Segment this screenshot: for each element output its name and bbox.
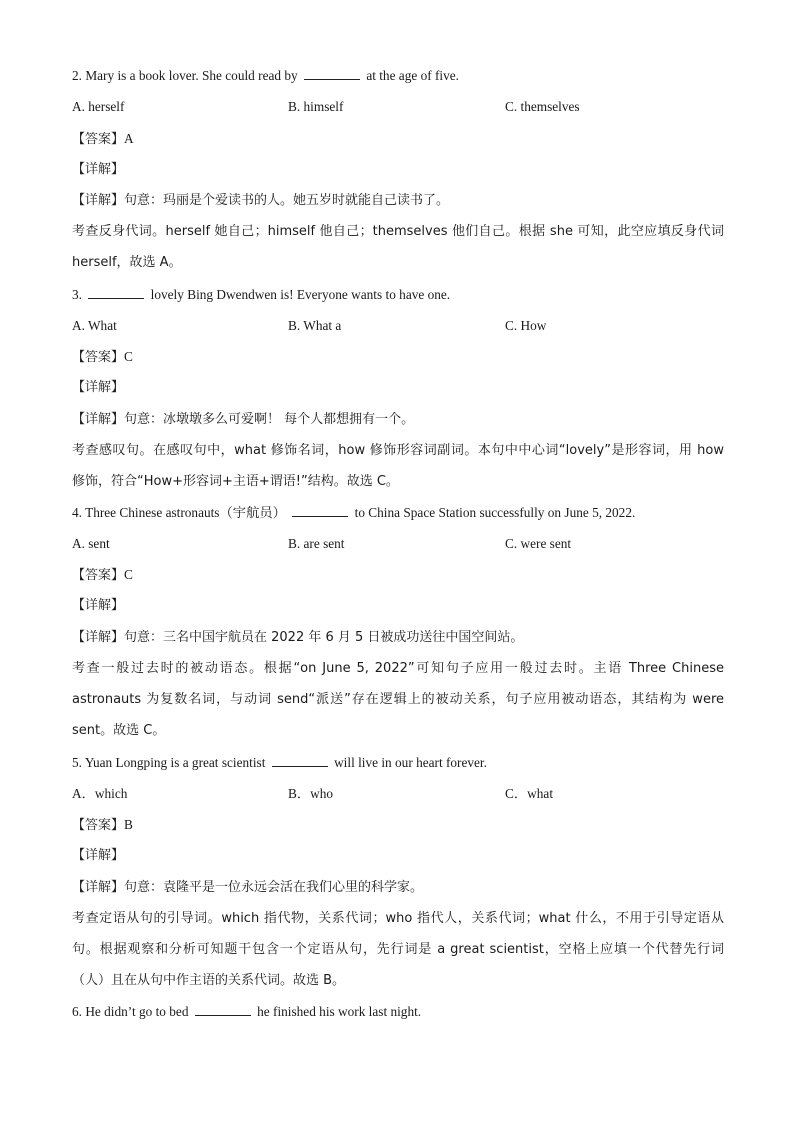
question-number: 4.: [72, 505, 82, 520]
option-b: B. himself: [288, 99, 344, 114]
question-number: 2.: [72, 68, 82, 83]
detail-heading: 【详解】: [72, 848, 125, 863]
answer-blank: [304, 68, 360, 80]
answer-value: A: [124, 131, 134, 146]
question-number: 3.: [72, 287, 82, 302]
answer-blank: [292, 505, 348, 517]
option-b: B. What a: [288, 318, 342, 333]
answer-blank: [88, 287, 144, 299]
option-b: B. are sent: [288, 536, 345, 551]
question-number: 5.: [72, 755, 82, 770]
detail-explanation-cont: astronauts 为复数名词，与动词 send“派送”存在逻辑上的被动关系，句子应用被动语态，其结构为 were: [72, 692, 724, 707]
answer-blank: [195, 1004, 251, 1016]
detail-translation: 【详解】句意：袁隆平是一位永远会活在我们心里的科学家。: [72, 880, 424, 895]
detail-explanation-end: sent。故选 C。: [72, 723, 166, 738]
option-c: C. How: [505, 318, 547, 333]
detail-explanation-cont: 修饰，符合“How+形容词+主语+谓语!”结构。故选 C。: [72, 474, 399, 489]
detail-explanation: 考查反身代词。herself 她自己；himself 他自己；themselves 他们自己。根据 she 可知，此空应填反身代词: [72, 224, 724, 239]
stem-before: Yuan Longping is a great scientist: [84, 755, 266, 770]
option-c: C. themselves: [505, 99, 580, 114]
answer-label: 【答案】: [72, 132, 125, 147]
answer-blank: [272, 755, 328, 767]
option-a: A. sent: [72, 536, 110, 551]
detail-explanation: 考查感叹句。在感叹句中，what 修饰名词，how 修饰形容词副词。本句中中心词“lovely”是形容词，用 how: [72, 443, 724, 458]
detail-translation: 【详解】句意：三名中国宇航员在 2022 年 6 月 5 日被成功送往中国空间站。: [72, 630, 524, 645]
answer-value: B: [124, 817, 133, 832]
stem-before: He didn’t go to bed: [85, 1004, 189, 1019]
answer-label: 【答案】: [72, 568, 125, 583]
detail-heading: 【详解】: [72, 162, 125, 177]
stem-after: at the age of five.: [366, 68, 459, 83]
detail-heading: 【详解】: [72, 380, 125, 395]
detail-explanation: 考查一般过去时的被动语态。根据“on June 5, 2022”可知句子应用一般过去时。主语 Three Chinese: [72, 661, 724, 676]
stem-after: lovely Bing Dwendwen is! Everyone wants to have one.: [150, 287, 451, 302]
stem-after: he finished his work last night.: [257, 1004, 422, 1019]
stem-before: Mary is a book lover. She could read by: [85, 68, 298, 83]
question-2-stem: [72, 66, 724, 86]
option-c: C. were sent: [505, 536, 572, 551]
detail-translation: 【详解】句意：玛丽是个爱读书的人。她五岁时就能自己读书了。: [72, 193, 450, 208]
question-5-stem: [72, 753, 724, 773]
option-a: A. What: [72, 318, 117, 333]
detail-explanation: 考查定语从句的引导词。which 指代物，关系代词；who 指代人，关系代词；what 什么，不用于引导定语从: [72, 911, 724, 926]
option-a: A．which: [72, 786, 128, 801]
stem-after: to China Space Station successfully on June 5, 2022.: [354, 505, 636, 520]
detail-heading: 【详解】: [72, 598, 125, 613]
option-b: B．who: [288, 786, 334, 801]
question-4-stem: [72, 503, 724, 523]
option-a: A. herself: [72, 99, 125, 114]
answer-line: [72, 565, 724, 586]
question-6-stem: [72, 1002, 724, 1022]
question-3-stem: [72, 285, 724, 305]
detail-explanation-end: （人）且在从句中作主语的关系代词。故选 B。: [72, 973, 346, 988]
option-c: C．what: [505, 786, 554, 801]
question-number: 6.: [72, 1004, 82, 1019]
answer-label: 【答案】: [72, 350, 125, 365]
detail-translation: 【详解】句意：冰墩墩多么可爱啊！ 每个人都想拥有一个。: [72, 412, 415, 427]
stem-before: Three Chinese astronauts（宇航员）: [85, 505, 286, 520]
stem-after: will live in our heart forever.: [334, 755, 487, 770]
answer-line: [72, 815, 724, 836]
answer-label: 【答案】: [72, 818, 125, 833]
answer-line: [72, 347, 724, 368]
detail-explanation-cont: herself，故选 A。: [72, 255, 182, 270]
detail-explanation-cont: 句。根据观察和分析可知题干包含一个定语从句，先行词是 a great scientist，空格上应填一个代替先行词: [72, 942, 724, 957]
answer-value: C: [124, 349, 133, 364]
answer-line: [72, 129, 724, 150]
answer-value: C: [124, 567, 133, 582]
